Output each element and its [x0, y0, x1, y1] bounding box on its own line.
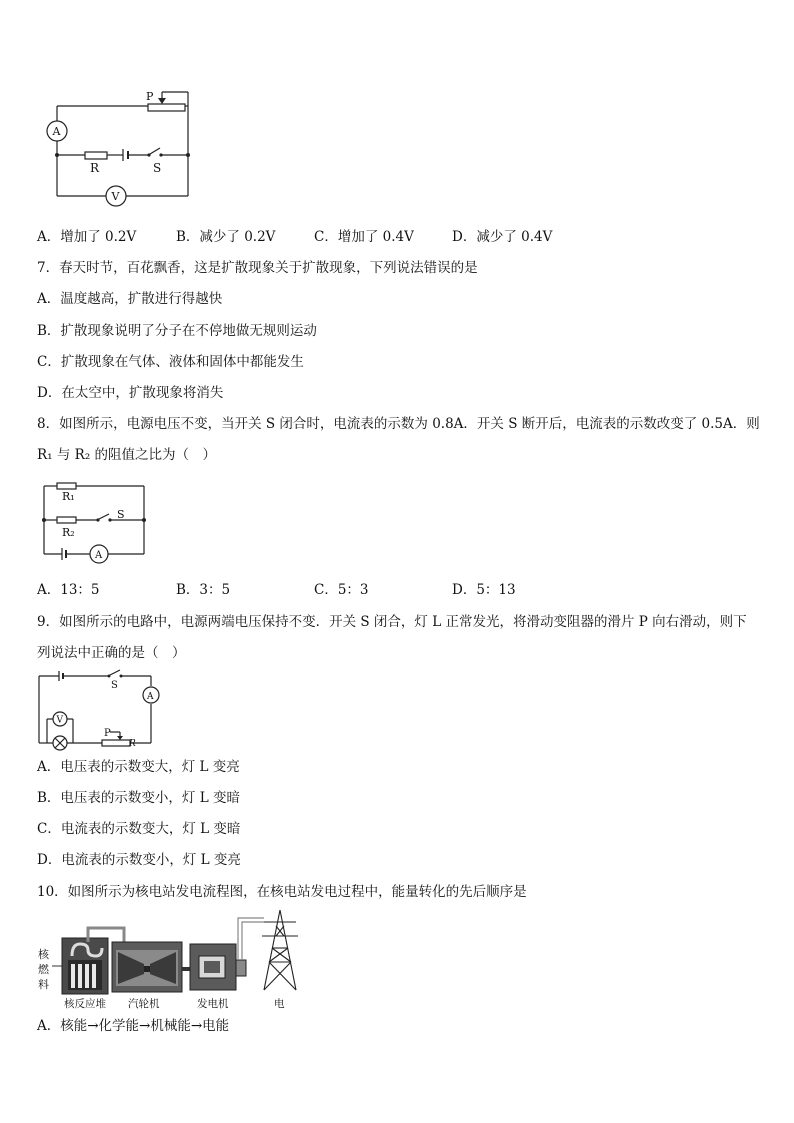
switch-icon	[150, 148, 160, 154]
q6-label-s: S	[153, 161, 162, 175]
steam-turbine-icon	[112, 942, 182, 992]
rheostat-icon	[102, 740, 130, 746]
q6-label-p: P	[146, 90, 154, 103]
q9-option-d[interactable]: D．电流表的示数变小，灯 L 变亮	[37, 852, 241, 868]
power-tower-icon	[262, 910, 298, 990]
q9-circuit-diagram	[36, 670, 161, 750]
q9-label-p: P	[104, 728, 111, 739]
q10-label-turbine: 汽轮机	[128, 998, 160, 1010]
rheostat-icon	[148, 104, 185, 111]
q8-option-d[interactable]: D．5：13	[452, 582, 516, 598]
q6-label-v: V	[111, 190, 120, 203]
q8-option-b[interactable]: B．3：5	[176, 582, 231, 598]
q6-option-b[interactable]: B．减少了 0.2V	[176, 229, 276, 245]
q10-label-reactor: 核反应堆	[64, 998, 106, 1010]
q10-nuclear-plant-diagram	[36, 908, 316, 1010]
switch-icon	[99, 514, 109, 519]
q9-stem-line2: 列说法中正确的是（ ）	[37, 645, 186, 661]
resistor-r2-icon	[57, 517, 76, 523]
nuclear-reactor-icon	[62, 938, 108, 994]
q7-stem: 7．春天时节，百花飘香，这是扩散现象关于扩散现象，下列说法错误的是	[37, 260, 478, 276]
switch-icon	[110, 670, 120, 675]
q6-option-d[interactable]: D．减少了 0.4V	[452, 229, 553, 245]
q6-circuit-diagram	[40, 88, 200, 208]
q8-label-s: S	[117, 508, 125, 521]
q7-option-c[interactable]: C．扩散现象在气体、液体和固体中都能发生	[37, 354, 304, 370]
q9-label-a: A	[147, 692, 154, 702]
q6-option-c[interactable]: C．增加了 0.4V	[314, 229, 414, 245]
q9-option-a[interactable]: A．电压表的示数变大，灯 L 变亮	[37, 759, 240, 775]
resistor-r1-icon	[57, 483, 76, 489]
q9-label-v: V	[56, 715, 63, 726]
q8-option-c[interactable]: C．5：3	[314, 582, 369, 598]
q8-option-a[interactable]: A．13：5	[37, 582, 100, 598]
q10-fuel-char-2: 燃	[38, 963, 49, 976]
q8-label-a: A	[95, 550, 103, 561]
q10-fuel-char-1: 核	[38, 948, 49, 961]
q7-option-b[interactable]: B．扩散现象说明了分子在不停地做无规则运动	[37, 323, 317, 339]
q8-circuit-diagram	[40, 478, 150, 563]
q10-stem: 10．如图所示为核电站发电流程图，在核电站发电过程中，能量转化的先后顺序是	[37, 884, 527, 900]
q6-label-ammeter: A	[52, 125, 61, 138]
q10-fuel-char-3: 料	[38, 978, 49, 991]
q9-label-r: R	[129, 739, 136, 749]
q6-option-a[interactable]: A．增加了 0.2V	[37, 229, 137, 245]
q10-option-a[interactable]: A．核能→化学能→机械能→电能	[37, 1018, 230, 1034]
q7-option-a[interactable]: A．温度越高，扩散进行得越快	[37, 291, 223, 307]
q10-label-electricity: 电	[274, 998, 285, 1010]
q6-label-r: R	[90, 161, 100, 175]
q8-label-r2: R₂	[62, 526, 75, 539]
resistor-icon	[85, 152, 107, 159]
q9-stem-line1: 9．如图所示的电路中，电源两端电压保持不变．开关 S 闭合，灯 L 正常发光，将滑动变阻器的滑片 P 向右滑动，则下	[37, 614, 747, 630]
q10-label-generator: 发电机	[197, 998, 229, 1010]
q7-option-d[interactable]: D．在太空中，扩散现象将消失	[37, 385, 224, 401]
q8-stem-line1: 8．如图所示，电源电压不变，当开关 S 闭合时，电流表的示数为 0.8A．开关 S 断开后，电流表的示数改变了 0.5A．则	[37, 416, 760, 432]
q8-stem-line2: R₁ 与 R₂ 的阻值之比为（ ）	[37, 447, 217, 463]
q8-label-r1: R₁	[62, 490, 75, 503]
q9-label-s: S	[111, 680, 118, 691]
q9-option-c[interactable]: C．电流表的示数变大，灯 L 变暗	[37, 821, 241, 837]
q9-option-b[interactable]: B．电压表的示数变小，灯 L 变暗	[37, 790, 240, 806]
